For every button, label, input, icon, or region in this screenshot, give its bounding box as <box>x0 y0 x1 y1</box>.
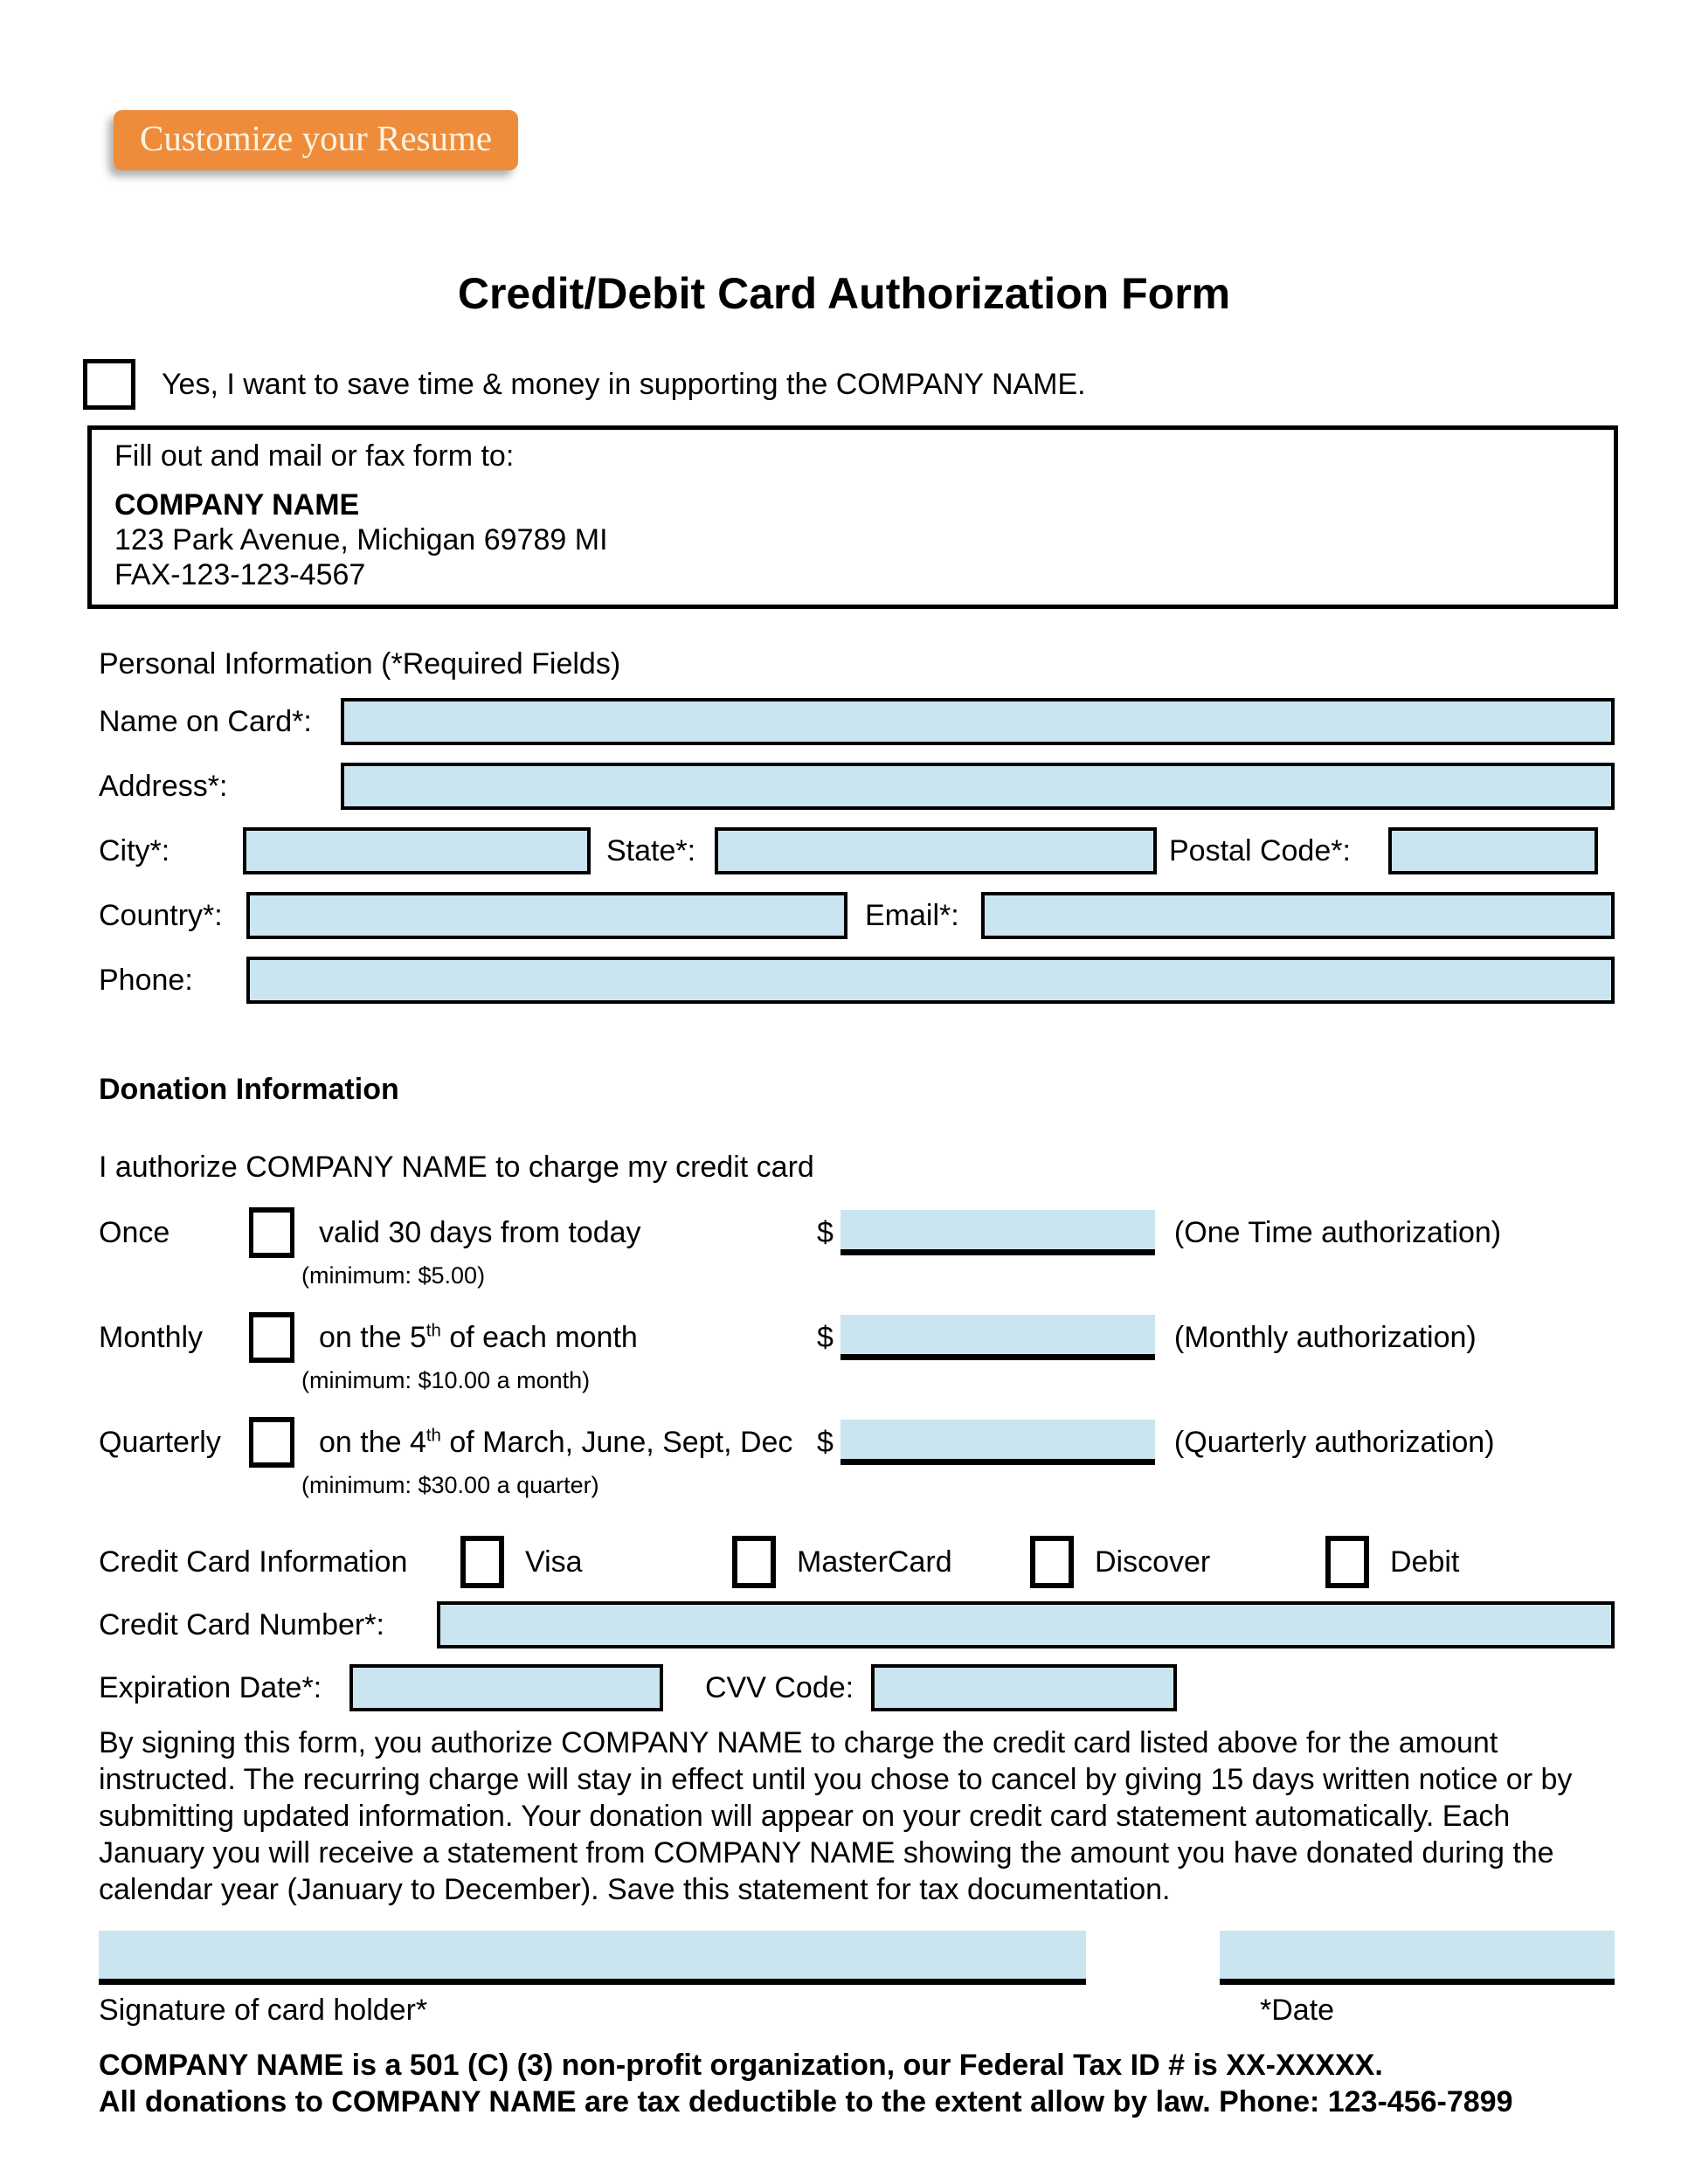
footer-note <box>99 2047 1615 2120</box>
quarterly-minimum-note: (minimum: $30.00 a quarter) <box>301 1472 599 1498</box>
date-input[interactable] <box>1220 1931 1615 1985</box>
name-on-card-row <box>99 697 1615 746</box>
mastercard-label: MasterCard <box>797 1545 952 1579</box>
phone-row <box>99 956 1615 1005</box>
address-label: Address*: <box>99 769 228 803</box>
phone-label: Phone: <box>99 963 193 997</box>
donation-option-once-row <box>99 1207 1615 1258</box>
country-label: Country*: <box>99 898 223 932</box>
once-auth-label: (One Time authorization) <box>1173 1215 1502 1249</box>
mail-to-box <box>87 425 1618 609</box>
signature-row <box>99 1931 1615 2028</box>
city-input[interactable] <box>243 827 591 874</box>
credit-card-info-label: Credit Card Information <box>99 1545 408 1579</box>
signature-label: Signature of card holder* <box>99 1994 428 2027</box>
monthly-dollar-sign: $ <box>817 1320 834 1354</box>
quarterly-checkbox[interactable] <box>249 1417 294 1468</box>
personal-info-heading: Personal Information (*Required Fields) <box>99 647 621 681</box>
mailbox-company: COMPANY NAME <box>114 488 360 522</box>
name-on-card-input[interactable] <box>341 698 1615 745</box>
signature-input[interactable] <box>99 1931 1086 1985</box>
monthly-minimum-note: (minimum: $10.00 a month) <box>301 1367 591 1393</box>
card-type-discover <box>1030 1536 1325 1588</box>
donation-info-heading: Donation Information <box>99 1073 399 1106</box>
monthly-checkbox[interactable] <box>249 1312 294 1363</box>
authorization-terms-paragraph: By signing this form, you authorize COMPANY NAME to charge the credit card listed above for the amount instructed. The recurring charge will stay in effect until you chose to cancel by giving 15 days written notice or by submitting updated information. Your donation will appear on your credit card statement automatically. Each January you will receive a statement from COMPANY NAME showing the amount you have donated during the calendar year (January to December). Save this statement for tax documentation. <box>99 1726 1573 1906</box>
once-description: valid 30 days from today <box>319 1215 641 1249</box>
visa-checkbox[interactable] <box>460 1536 504 1588</box>
monthly-description: on the 5th of each month <box>319 1320 638 1354</box>
monthly-label: Monthly <box>99 1320 204 1354</box>
optin-row <box>83 359 1688 410</box>
footer-line-1: COMPANY NAME is a 501 (C) (3) non-profit organization, our Federal Tax ID # is XX-XXXXX. <box>99 2049 1383 2082</box>
email-input[interactable] <box>981 892 1615 939</box>
expiration-cvv-row <box>99 1663 1615 1712</box>
mailbox-fax: FAX-123-123-4567 <box>114 558 366 591</box>
once-dollar-sign: $ <box>817 1215 834 1249</box>
once-checkbox[interactable] <box>249 1207 294 1258</box>
card-number-label: Credit Card Number*: <box>99 1607 384 1641</box>
email-label: Email*: <box>865 898 959 932</box>
phone-input[interactable] <box>246 957 1615 1004</box>
date-column <box>1220 1931 1615 2028</box>
name-on-card-label: Name on Card*: <box>99 704 312 738</box>
cvv-code-input[interactable] <box>871 1664 1177 1711</box>
mailbox-intro: Fill out and mail or fax form to: <box>114 439 515 473</box>
card-number-input[interactable] <box>437 1601 1615 1648</box>
mailbox-spacer <box>114 473 1596 487</box>
visa-label: Visa <box>525 1545 583 1579</box>
expiration-date-label: Expiration Date*: <box>99 1670 322 1704</box>
country-email-row <box>99 891 1615 940</box>
address-input[interactable] <box>341 763 1615 810</box>
quarterly-description: on the 4th of March, June, Sept, Dec <box>319 1425 793 1459</box>
quarterly-auth-label: (Quarterly authorization) <box>1173 1425 1495 1459</box>
debit-label: Debit <box>1390 1545 1460 1579</box>
customize-resume-button[interactable]: Customize your Resume <box>114 110 518 170</box>
donation-option-quarterly-row <box>99 1417 1615 1468</box>
quarterly-label: Quarterly <box>99 1425 221 1459</box>
card-type-row <box>99 1536 1615 1588</box>
authorize-line: I authorize COMPANY NAME to charge my credit card <box>99 1151 814 1184</box>
once-minimum-note: (minimum: $5.00) <box>301 1262 486 1289</box>
mastercard-checkbox[interactable] <box>732 1536 776 1588</box>
card-type-visa <box>460 1536 732 1588</box>
postal-code-label: Postal Code*: <box>1169 833 1351 867</box>
optin-label: Yes, I want to save time & money in supporting the COMPANY NAME. <box>162 367 1086 401</box>
quarterly-amount-input[interactable] <box>841 1420 1155 1465</box>
signature-column <box>99 1931 1086 2028</box>
card-type-debit <box>1325 1536 1459 1588</box>
quarterly-dollar-sign: $ <box>817 1425 834 1459</box>
cvv-code-label: CVV Code: <box>705 1670 854 1704</box>
card-type-mastercard <box>732 1536 1030 1588</box>
postal-code-input[interactable] <box>1388 827 1598 874</box>
once-label: Once <box>99 1215 170 1249</box>
state-input[interactable] <box>715 827 1157 874</box>
country-input[interactable] <box>246 892 847 939</box>
date-label: *Date <box>1260 1994 1335 2027</box>
city-state-postal-row <box>99 826 1615 875</box>
discover-checkbox[interactable] <box>1030 1536 1074 1588</box>
once-amount-input[interactable] <box>841 1210 1155 1255</box>
debit-checkbox[interactable] <box>1325 1536 1369 1588</box>
form-title: Credit/Debit Card Authorization Form <box>457 269 1231 318</box>
expiration-date-input[interactable] <box>349 1664 663 1711</box>
footer-line-2: All donations to COMPANY NAME are tax deductible to the extent allow by law. Phone: 123-456-7899 <box>99 2085 1513 2118</box>
donation-option-monthly-row <box>99 1312 1615 1363</box>
mailbox-address: 123 Park Avenue, Michigan 69789 MI <box>114 523 608 556</box>
optin-checkbox[interactable] <box>83 359 135 410</box>
state-label: State*: <box>606 833 696 867</box>
monthly-auth-label: (Monthly authorization) <box>1173 1320 1477 1354</box>
discover-label: Discover <box>1095 1545 1211 1579</box>
monthly-amount-input[interactable] <box>841 1315 1155 1360</box>
address-row <box>99 762 1615 811</box>
city-label: City*: <box>99 833 170 867</box>
card-number-row <box>99 1600 1615 1649</box>
